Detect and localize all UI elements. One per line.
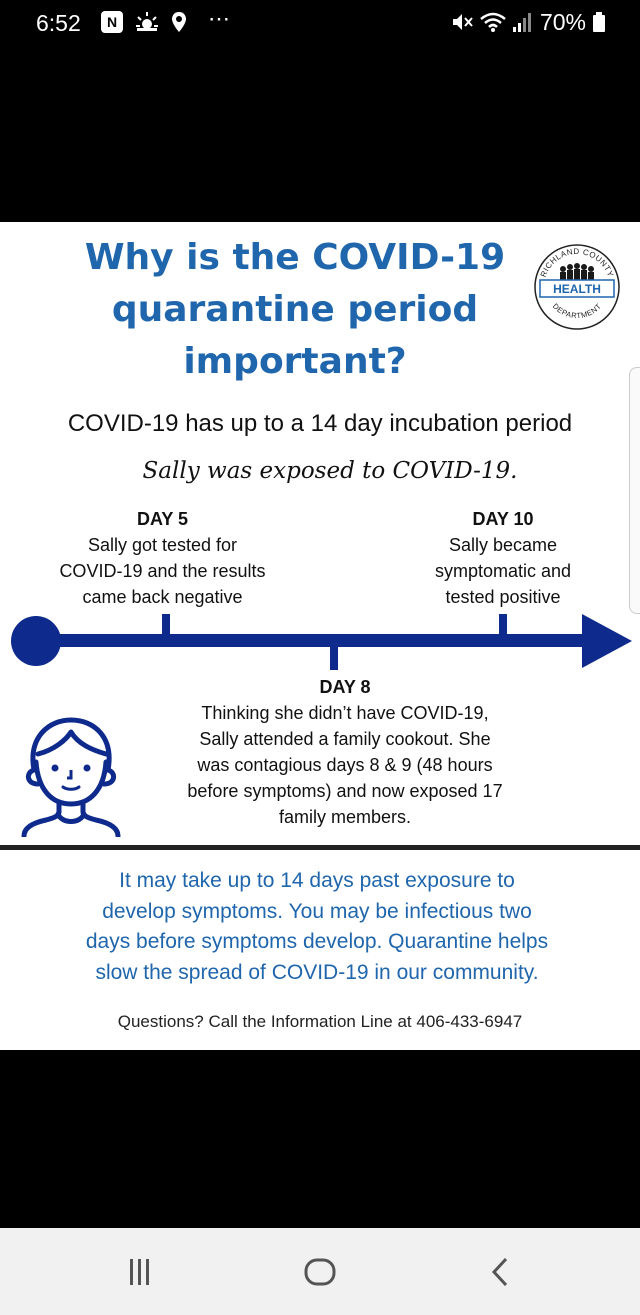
timeline-line: [40, 634, 595, 647]
event-day-label: DAY 10: [472, 509, 534, 529]
event-line: came back negative: [82, 587, 243, 607]
event-line: was contagious days 8 & 9 (48 hours: [197, 755, 493, 775]
scroll-handle[interactable]: [629, 367, 640, 614]
status-left-icons: [101, 9, 187, 35]
home-button[interactable]: [280, 1228, 360, 1315]
event-line: Sally got tested for: [87, 535, 238, 555]
status-bar: [0, 0, 640, 46]
status-right-icons: [450, 9, 606, 35]
exposed-text: Sally was exposed to COVID-19.: [142, 458, 518, 484]
event-line: before symptoms) and now exposed 17: [187, 781, 503, 801]
timeline-tick-day10: [499, 614, 507, 638]
status-time: 6:52: [36, 10, 81, 36]
footer-message: [40, 866, 594, 988]
incubation-subtitle: COVID-19 has up to a 14 day incubation period: [67, 410, 573, 437]
event-line: symptomatic and: [434, 561, 572, 581]
mute-icon: [450, 11, 474, 33]
back-button[interactable]: [460, 1228, 540, 1315]
footer-line: slow the spread of COVID-19 in our community.: [95, 960, 539, 984]
battery-icon: [592, 11, 606, 33]
footer-line: It may take up to 14 days past exposure to: [119, 869, 515, 892]
logo-arc-top: RICHLAND COUNTY: [538, 246, 616, 279]
location-icon: [171, 11, 187, 33]
event-line: Sally became: [448, 535, 558, 555]
timeline-tick-day8: [330, 642, 338, 670]
home-icon: [303, 1257, 337, 1287]
signal-icon: [512, 11, 532, 33]
health-department-logo: [532, 242, 622, 332]
recent-apps-icon: [128, 1257, 152, 1287]
logo-label: HEALTH: [553, 282, 601, 296]
event-day10: [408, 506, 598, 610]
status-more-indicator: ⋯: [208, 6, 231, 31]
title-line: important?: [183, 341, 407, 382]
title-line: Why is the COVID-19: [84, 237, 506, 278]
event-day-label: DAY 8: [319, 677, 371, 697]
weather-icon: [135, 11, 159, 33]
timeline: [0, 614, 640, 680]
event-line: Thinking she didn’t have COVID-19,: [201, 703, 489, 723]
divider: [0, 845, 640, 850]
post-title: [60, 232, 530, 388]
event-line: family members.: [278, 807, 412, 827]
timeline-arrowhead: [582, 614, 632, 668]
event-line: tested positive: [445, 587, 561, 607]
event-day8: [160, 674, 530, 830]
n-notification-icon: N: [101, 11, 123, 33]
title-line: quarantine period: [111, 289, 479, 330]
event-day5: [40, 506, 285, 610]
battery-percent: 70%: [539, 8, 586, 35]
logo-arc-bottom: DEPARTMENT: [550, 301, 604, 321]
back-icon: [490, 1257, 510, 1287]
girl-icon: [14, 712, 129, 837]
footer-line: develop symptoms. You may be infectious two: [102, 899, 532, 923]
questions-text: Questions? Call the Information Line at 406-433-6947: [117, 1012, 523, 1031]
wifi-icon: [480, 11, 506, 33]
post-image[interactable]: [0, 222, 640, 1050]
timeline-tick-day5: [162, 614, 170, 638]
event-line: Sally attended a family cookout. She: [199, 729, 491, 749]
footer-line: days before symptoms develop. Quarantine helps: [85, 930, 549, 953]
recent-apps-button[interactable]: [100, 1228, 180, 1315]
event-line: COVID-19 and the results: [59, 561, 266, 581]
event-day-label: DAY 5: [136, 509, 189, 529]
navigation-bar: [0, 1228, 640, 1315]
